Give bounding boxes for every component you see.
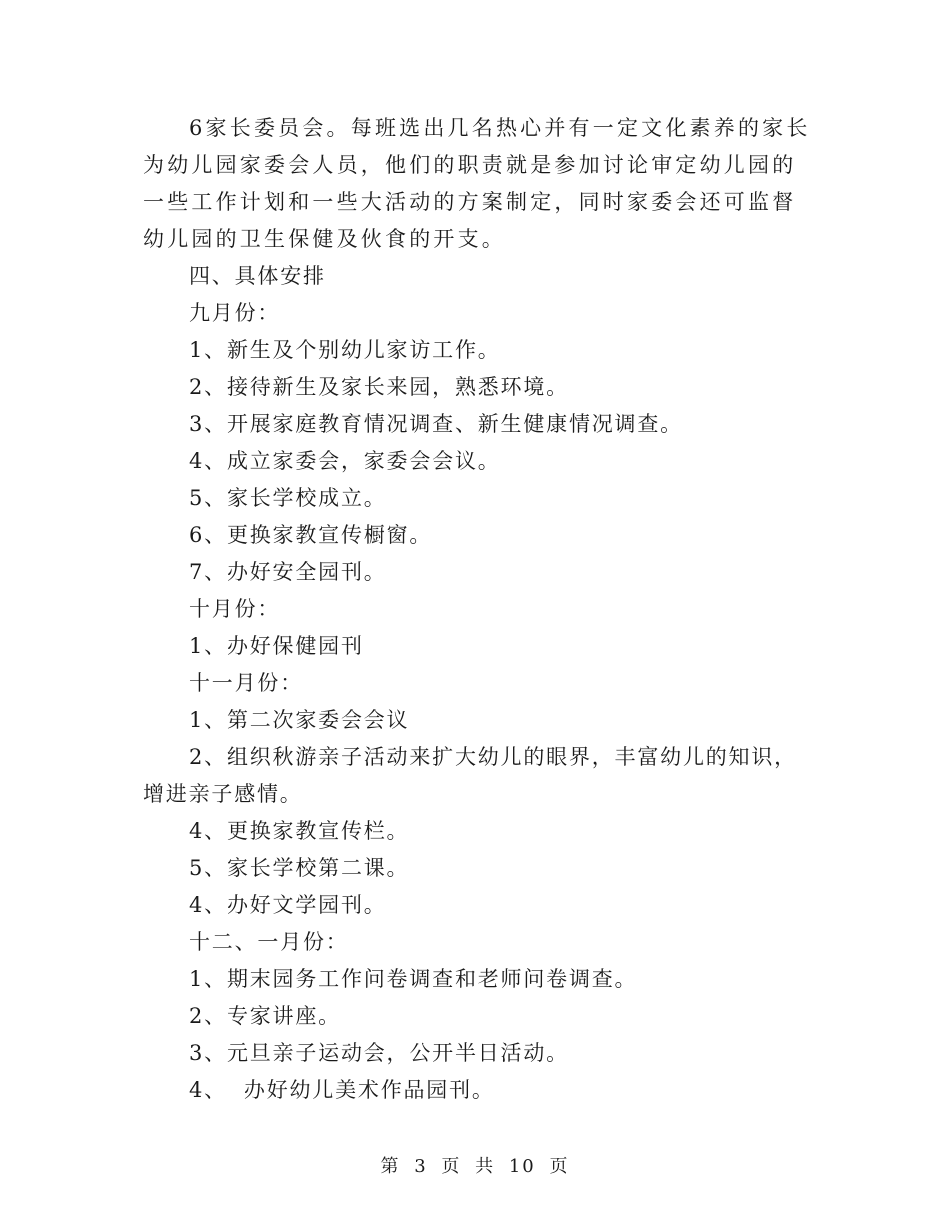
list-item: 1、新生及个别幼儿家访工作。	[189, 338, 501, 362]
list-item: 6、更换家教宣传橱窗。	[189, 523, 433, 547]
list-item: 7、办好安全园刊。	[189, 560, 387, 584]
section-heading-schedule: 四、具体安排	[189, 264, 326, 288]
list-item: 4、办好文学园刊。	[189, 893, 387, 917]
list-item: 1、办好保健园刊	[189, 634, 364, 658]
list-item: 4、 办好幼儿美术作品园刊。	[189, 1078, 495, 1102]
month-heading-september: 九月份：	[189, 301, 281, 325]
list-item: 4、成立家委会，家委会会议。	[189, 449, 501, 473]
month-heading-december-january: 十二、一月份：	[189, 930, 349, 954]
list-item: 2、组织秋游亲子活动来扩大幼儿的眼界，丰富幼儿的知识，增进亲子感情。	[143, 745, 797, 806]
paragraph-parent-committee: 6家长委员会。每班选出几名热心并有一定文化素养的家长为幼儿园家委会人员，他们的职责就是参加讨论审定幼儿园的一些工作计划和一些大活动的方案制定，同时家委会还可监督幼儿园的卫生保健及伙食的开支。	[143, 116, 811, 251]
list-item: 1、第二次家委会会议	[189, 708, 410, 732]
list-item: 1、期末园务工作问卷调查和老师问卷调查。	[189, 967, 638, 991]
month-heading-october: 十月份：	[189, 597, 281, 621]
list-item: 3、开展家庭教育情况调查、新生健康情况调查。	[189, 412, 683, 436]
page-number-footer: 第 3 页 共 10 页	[380, 1156, 570, 1177]
list-item: 2、接待新生及家长来园，熟悉环境。	[189, 375, 569, 399]
list-item: 2、专家讲座。	[189, 1004, 341, 1028]
list-item: 3、元旦亲子运动会，公开半日活动。	[189, 1041, 569, 1065]
list-item: 4、更换家教宣传栏。	[189, 819, 410, 843]
list-item: 5、家长学校第二课。	[189, 856, 410, 880]
month-heading-november: 十一月份：	[189, 671, 303, 695]
list-item: 5、家长学校成立。	[189, 486, 387, 510]
document-body	[143, 110, 815, 1109]
